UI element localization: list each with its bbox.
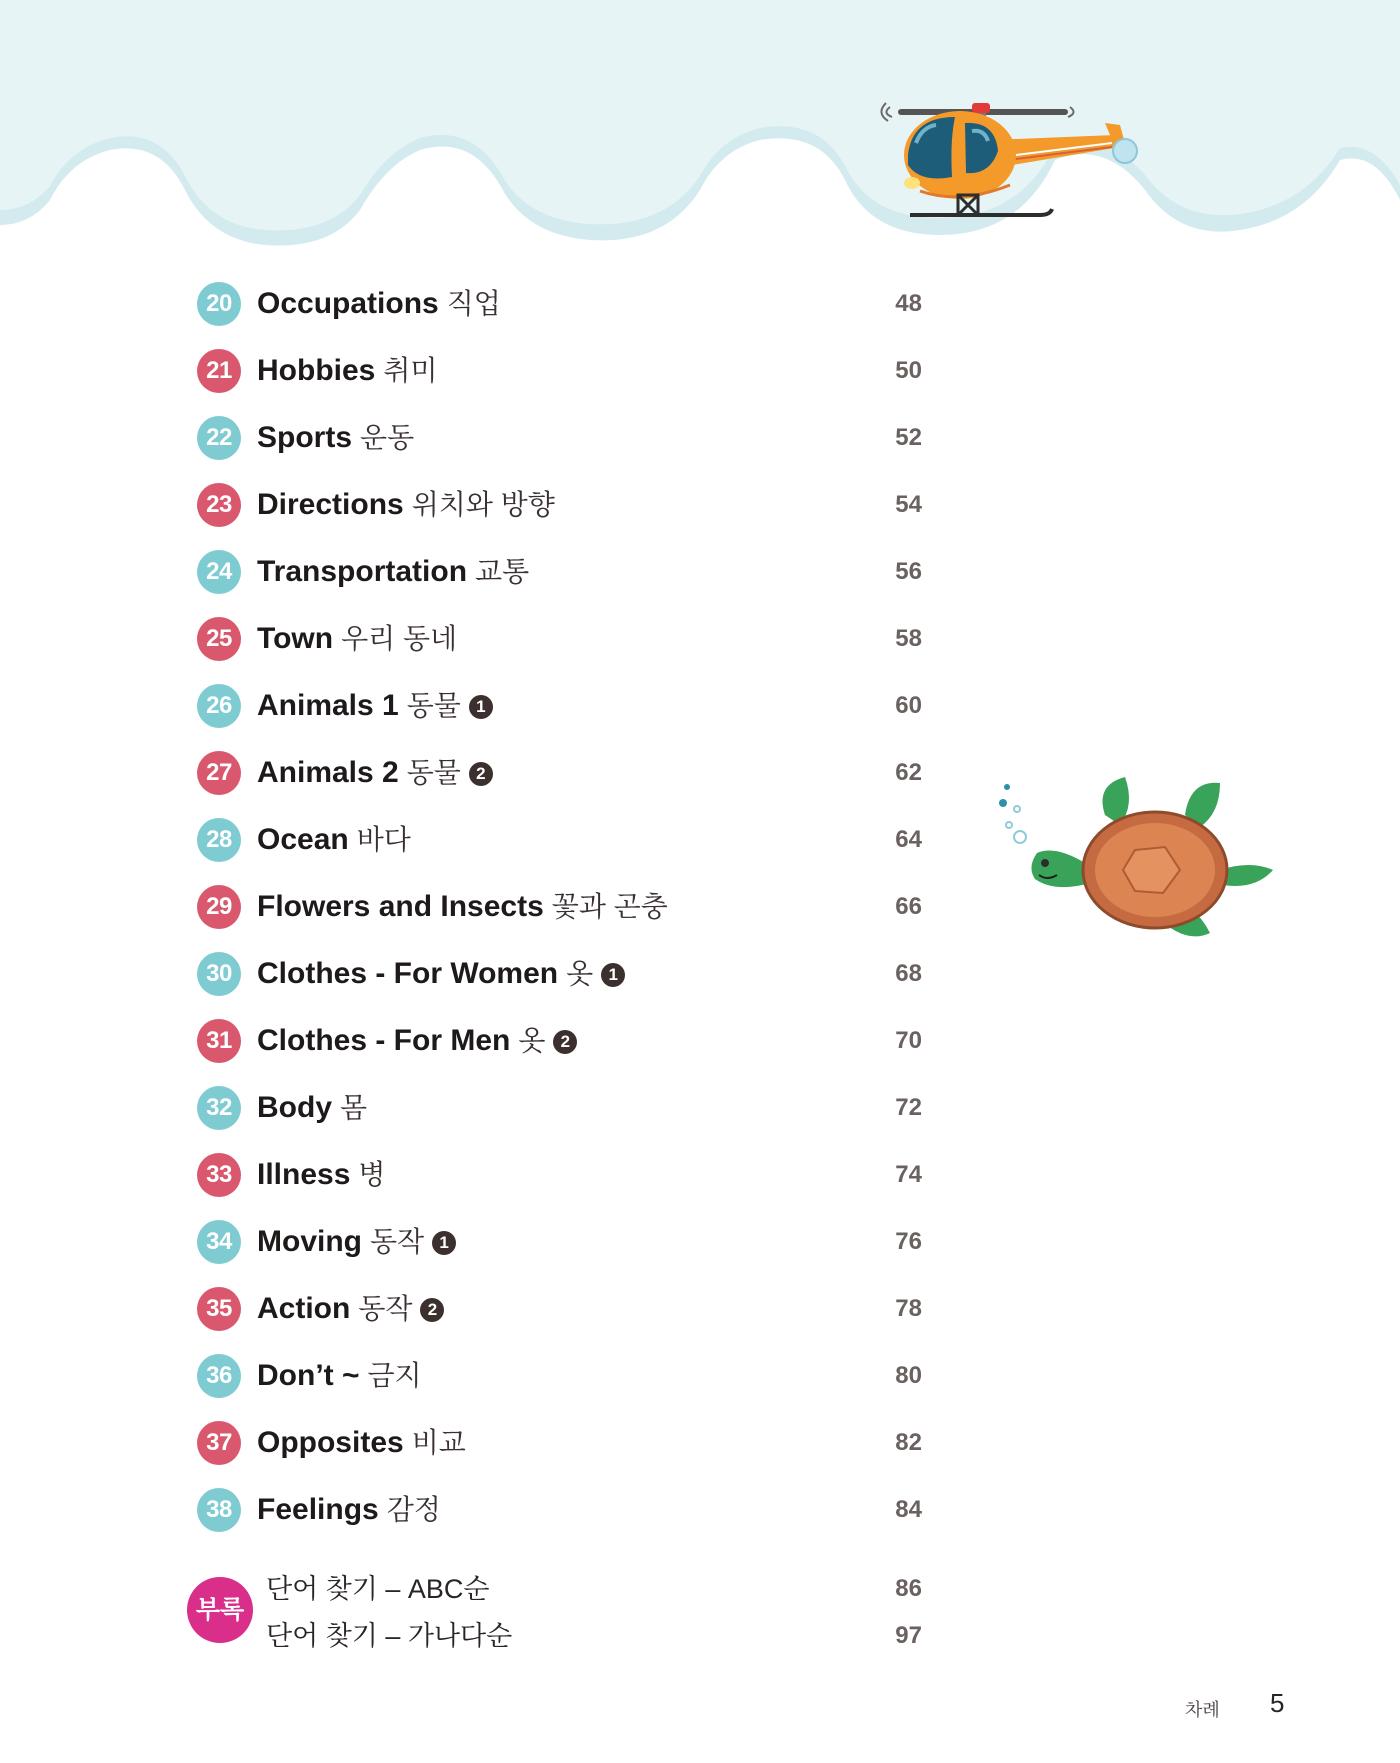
chapter-title-korean: 우리 동네 — [341, 623, 458, 654]
part-number-mark: 2 — [469, 762, 493, 786]
chapter-number-badge: 30 — [197, 952, 241, 996]
appendix-badge: 부록 — [187, 1577, 253, 1643]
chapter-title-group — [257, 1214, 456, 1270]
chapter-title-group — [257, 410, 414, 466]
chapter-title-korean: 금지 — [367, 1360, 422, 1391]
chapter-title-group — [257, 1013, 577, 1069]
chapter-title-group — [257, 1348, 422, 1404]
chapter-title: Illness — [257, 1158, 351, 1191]
chapter-title-group — [257, 1080, 367, 1136]
chapter-page-number: 78 — [895, 1295, 922, 1322]
chapter-number-badge: 27 — [197, 751, 241, 795]
chapter-page-number: 48 — [895, 290, 922, 317]
chapter-page-number: 66 — [895, 893, 922, 920]
chapter-number-badge: 28 — [197, 818, 241, 862]
toc-entry[interactable] — [0, 544, 1400, 600]
part-number-mark: 1 — [469, 695, 493, 719]
chapter-page-number: 68 — [895, 960, 922, 987]
toc-entry[interactable] — [0, 1415, 1400, 1471]
chapter-title: Moving — [257, 1225, 362, 1258]
chapter-title: Opposites — [257, 1426, 404, 1459]
chapter-title-korean: 동작 — [358, 1293, 413, 1324]
chapter-title-korean: 꽃과 곤충 — [551, 891, 668, 922]
chapter-number-badge: 35 — [197, 1287, 241, 1331]
chapter-title-korean: 교통 — [475, 556, 530, 587]
part-number-mark: 1 — [432, 1231, 456, 1255]
chapter-number-badge: 20 — [197, 282, 241, 326]
chapter-number-badge: 32 — [197, 1086, 241, 1130]
part-number-mark: 2 — [553, 1030, 577, 1054]
appendix-item[interactable] — [0, 1566, 1400, 1612]
chapter-number-badge: 24 — [197, 550, 241, 594]
chapter-title-group — [257, 946, 625, 1002]
chapter-title: Ocean — [257, 823, 349, 856]
chapter-number-badge: 34 — [197, 1220, 241, 1264]
toc-entry[interactable] — [0, 1214, 1400, 1270]
chapter-title: Occupations — [257, 287, 439, 320]
toc-entry[interactable] — [0, 1147, 1400, 1203]
chapter-title-korean: 동작 — [370, 1226, 425, 1257]
chapter-title-group — [257, 812, 411, 868]
chapter-title-korean: 동물 — [406, 757, 461, 788]
chapter-number-badge: 38 — [197, 1488, 241, 1532]
chapter-page-number: 62 — [895, 759, 922, 786]
page-number: 5 — [1270, 1688, 1285, 1718]
chapter-page-number: 80 — [895, 1362, 922, 1389]
chapter-number-badge: 29 — [197, 885, 241, 929]
chapter-title-korean: 옷 — [518, 1025, 546, 1056]
chapter-title: Town — [257, 622, 334, 655]
chapter-title-group — [257, 611, 457, 667]
chapter-page-number: 54 — [895, 491, 922, 518]
chapter-number-badge: 21 — [197, 349, 241, 393]
chapter-page-number: 56 — [895, 558, 922, 585]
toc-entry[interactable] — [0, 812, 1400, 868]
appendix-item-label: 단어 찾기 – 가나다순 — [266, 1621, 513, 1651]
toc-entry[interactable] — [0, 946, 1400, 1002]
chapter-title: Hobbies — [257, 354, 376, 387]
toc-entry[interactable] — [0, 1348, 1400, 1404]
toc-entry[interactable] — [0, 276, 1400, 332]
chapter-title: Flowers and Insects — [257, 890, 544, 923]
toc-entry[interactable] — [0, 1013, 1400, 1069]
toc-entry[interactable] — [0, 410, 1400, 466]
chapter-page-number: 76 — [895, 1228, 922, 1255]
chapter-title: Clothes - For Men — [257, 1024, 511, 1057]
chapter-number-badge: 37 — [197, 1421, 241, 1465]
part-number-mark: 2 — [420, 1298, 444, 1322]
chapter-number-badge: 36 — [197, 1354, 241, 1398]
chapter-page-number: 84 — [895, 1496, 922, 1523]
chapter-title: Don’t ~ — [257, 1359, 360, 1392]
chapter-page-number: 82 — [895, 1429, 922, 1456]
chapter-title-group — [257, 1281, 444, 1337]
chapter-title-korean: 바다 — [356, 824, 411, 855]
chapter-title-group — [257, 276, 501, 332]
chapter-title-korean: 감정 — [386, 1494, 441, 1525]
chapter-title: Animals 2 — [257, 756, 399, 789]
chapter-page-number: 74 — [895, 1161, 922, 1188]
footer-section-label: 차례 — [1185, 1700, 1220, 1720]
chapter-title: Action — [257, 1292, 351, 1325]
chapter-page-number: 50 — [895, 357, 922, 384]
chapter-title-korean: 취미 — [383, 355, 438, 386]
chapter-title: Body — [257, 1091, 332, 1124]
appendix-item-page: 97 — [895, 1622, 922, 1649]
chapter-page-number: 72 — [895, 1094, 922, 1121]
chapter-title: Directions — [257, 488, 404, 521]
chapter-title-group — [257, 745, 493, 801]
chapter-page-number: 58 — [895, 625, 922, 652]
chapter-number-badge: 31 — [197, 1019, 241, 1063]
toc-entry[interactable] — [0, 745, 1400, 801]
chapter-number-badge: 23 — [197, 483, 241, 527]
chapter-page-number: 52 — [895, 424, 922, 451]
appendix-item-label: 단어 찾기 – ABC순 — [266, 1574, 490, 1604]
chapter-page-number: 60 — [895, 692, 922, 719]
toc-entry[interactable] — [0, 1281, 1400, 1337]
toc-entry[interactable] — [0, 1482, 1400, 1538]
part-number-mark: 1 — [601, 963, 625, 987]
toc-entry[interactable] — [0, 678, 1400, 734]
chapter-number-badge: 26 — [197, 684, 241, 728]
chapter-title-korean: 운동 — [360, 422, 415, 453]
chapter-title-group — [257, 343, 437, 399]
chapter-title-korean: 병 — [358, 1159, 386, 1190]
chapter-title-group — [257, 1482, 441, 1538]
chapter-title-group — [257, 544, 529, 600]
chapter-title-korean: 동물 — [406, 690, 461, 721]
chapter-title-korean: 옷 — [566, 958, 594, 989]
chapter-title: Sports — [257, 421, 353, 454]
toc-entry[interactable] — [0, 611, 1400, 667]
toc-entry[interactable] — [0, 1080, 1400, 1136]
chapter-title-group — [257, 879, 668, 935]
chapter-title: Animals 1 — [257, 689, 399, 722]
chapter-number-badge: 33 — [197, 1153, 241, 1197]
chapter-title-korean: 몸 — [340, 1092, 368, 1123]
toc-entry[interactable] — [0, 343, 1400, 399]
chapter-page-number: 70 — [895, 1027, 922, 1054]
chapter-number-badge: 22 — [197, 416, 241, 460]
chapter-title-korean: 비교 — [411, 1427, 466, 1458]
chapter-title-korean: 위치와 방향 — [411, 489, 555, 520]
chapter-number-badge: 25 — [197, 617, 241, 661]
appendix-item[interactable] — [0, 1613, 1400, 1659]
chapter-title: Clothes - For Women — [257, 957, 559, 990]
chapter-title-group — [257, 678, 493, 734]
chapter-title-group — [257, 477, 555, 533]
appendix-item-page: 86 — [895, 1575, 922, 1602]
chapter-title: Feelings — [257, 1493, 379, 1526]
chapter-title: Transportation — [257, 555, 468, 588]
chapter-page-number: 64 — [895, 826, 922, 853]
chapter-title-korean: 직업 — [446, 288, 501, 319]
toc-entry[interactable] — [0, 477, 1400, 533]
chapter-title-group — [257, 1147, 385, 1203]
toc-entry[interactable] — [0, 879, 1400, 935]
chapter-title-group — [257, 1415, 466, 1471]
